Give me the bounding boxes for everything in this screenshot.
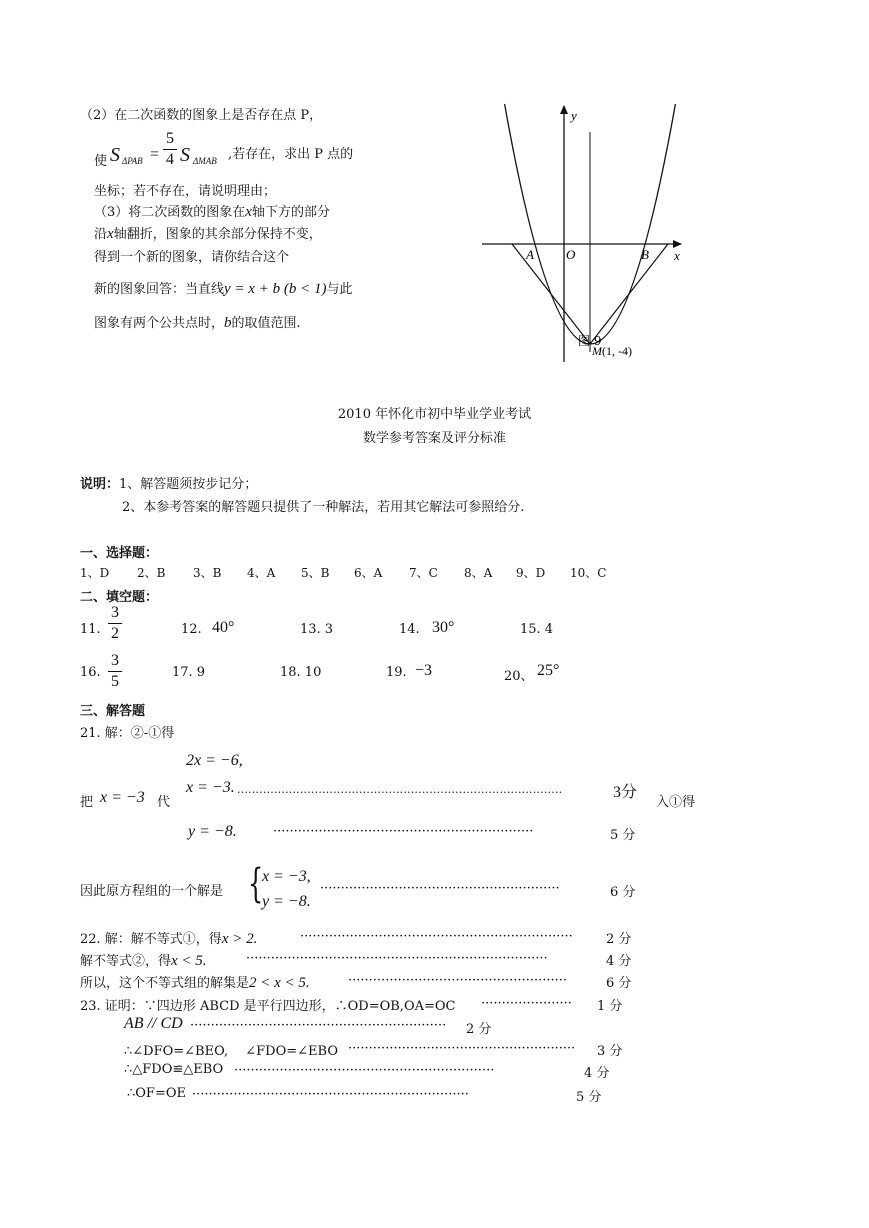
- choice-answer: 4、A: [247, 566, 276, 580]
- fill-11-fraction: [108, 604, 122, 643]
- q23-l3-score: 3 分: [597, 1044, 623, 1059]
- q23-l4-dots: ·······························································: [234, 1063, 495, 1078]
- notes-line1: [80, 473, 257, 492]
- choice-answer: 8、A: [464, 566, 493, 580]
- q21-score3: 5 分: [610, 828, 636, 843]
- q22-l1-dots: ··································································: [300, 929, 573, 944]
- fill-19: 19.: [386, 665, 407, 680]
- q2-num: 5: [166, 130, 174, 147]
- q2-fraction: [163, 130, 177, 169]
- q2-sub2: ΔMAB: [193, 156, 217, 166]
- q3-line2-b: 轴翻折，图象的其余部分保持不变，: [113, 227, 322, 242]
- q2-sub1: ΔPAB: [122, 156, 143, 166]
- q23-l5-dots: ···································································: [192, 1087, 469, 1102]
- q21-intro: 21. 解：②-①得: [80, 726, 175, 741]
- q21-dots4: ··························································: [320, 881, 560, 896]
- section2-title: 二、填空题：: [80, 590, 159, 605]
- q22-l3-text: 所以，这个不等式组的解集是: [80, 976, 250, 991]
- fill-17: 17. 9: [172, 665, 206, 680]
- fill-20: 20、: [504, 669, 534, 684]
- q23-line5: ∴OF=OE: [127, 1086, 186, 1101]
- q2-shi: 使: [94, 154, 108, 169]
- point-b-label: B: [641, 247, 649, 262]
- fill-11-num: 3: [111, 604, 119, 621]
- notes-label: 说明：: [80, 477, 120, 492]
- point-a-label: A: [526, 247, 534, 262]
- q2-eq: =: [150, 146, 160, 163]
- section3-title: 三、解答题: [80, 704, 146, 719]
- q3-line4-b: 与此: [326, 282, 353, 297]
- section1-title: 一、选择题：: [80, 546, 159, 561]
- q22-l1-text: 22. 解：解不等式①，得: [80, 932, 222, 947]
- choice-answer: 9、D: [516, 566, 546, 580]
- q21-bx: x = −3: [100, 789, 145, 806]
- choice-answers: [80, 564, 606, 581]
- q2-den: 4: [166, 151, 174, 168]
- fill-19-value: −3: [415, 662, 433, 679]
- x-label: x: [674, 248, 680, 263]
- fill-11: 11.: [80, 622, 101, 637]
- notes-n1: 1、解答题须按步记分；: [119, 477, 258, 492]
- q22-l1-score: 2 分: [606, 932, 632, 947]
- choice-answer: 3、B: [193, 566, 222, 580]
- q23-line4: ∴△FDO≌△EBO: [124, 1062, 224, 1077]
- q3-line4: [94, 278, 352, 298]
- q21-sol-x: x = −3,: [262, 868, 311, 885]
- q22-l2-text: 解不等式②，得: [80, 954, 172, 969]
- fill-16: 16.: [80, 665, 101, 680]
- point-m-name: M: [592, 344, 602, 358]
- fill-11-den: 2: [111, 625, 119, 642]
- y-label: y: [571, 108, 577, 123]
- q22-l2-math: x < 5.: [171, 953, 207, 969]
- figure-label: 图 9: [578, 334, 602, 348]
- q21-solution-label: 因此原方程组的一个解是: [80, 884, 224, 899]
- q22-l2-dots: ·········································································: [246, 951, 548, 966]
- point-m-label: [591, 344, 632, 358]
- q23-l2-score: 2 分: [466, 1022, 492, 1037]
- q23-l2-math: AB // CD: [124, 1015, 183, 1032]
- answer-title-line1: 2010 年怀化市初中毕业学业考试: [337, 407, 532, 422]
- q22-l3-math: 2 < x < 5.: [249, 975, 310, 991]
- q3-line4-eq: y = x + b (b < 1): [224, 281, 327, 297]
- choice-answer: 6、A: [354, 566, 383, 580]
- q23-l3-dots: ·······················································: [348, 1041, 576, 1056]
- q21-eq2: x = −3.: [186, 779, 235, 796]
- q22-line2: [80, 950, 207, 970]
- q22-line1: [80, 928, 257, 948]
- q3-line2-a: 沿: [94, 227, 108, 242]
- q22-l1-math: x > 2.: [221, 931, 258, 947]
- segment-bm: [590, 244, 668, 344]
- q3-line3: 得到一个新的图象，请你结合这个: [94, 250, 290, 265]
- q3-line5-b: b: [224, 315, 232, 331]
- fill-16-bar: [108, 671, 122, 672]
- q22-l3-dots: ·····················································: [348, 973, 568, 988]
- fill-12: 12.: [181, 622, 202, 637]
- q2-line3: 坐标；若不存在，请说明理由；: [94, 184, 277, 199]
- q22-l3-score: 6 分: [606, 976, 632, 991]
- fill-18: 18. 10: [280, 665, 322, 680]
- choice-answer: 1、D: [80, 566, 110, 580]
- q3-x2: x: [107, 226, 114, 242]
- q23-l1-dots: ······················: [481, 996, 572, 1011]
- q21-sol-y: y = −8.: [262, 893, 311, 910]
- q23-line1: 23. 证明：∵四边形 ABCD 是平行四边形，∴OD=OB,OA=OC: [80, 999, 456, 1014]
- notes-n2: 2、本参考答案的解答题只提供了一种解法，若用其它解法可参照给分.: [122, 500, 525, 515]
- fill-12-value: 40°: [212, 619, 235, 636]
- q23-l1-score: 1 分: [597, 999, 623, 1014]
- fill-13: 13. 3: [300, 622, 334, 637]
- q3-line1-a: （3）将二次函数的图象在: [94, 205, 246, 220]
- fill-15: 15. 4: [520, 622, 554, 637]
- q23-l2-dots: ······························································: [190, 1018, 447, 1033]
- q21-ru: 入①得: [656, 795, 696, 810]
- choice-answer: 5、B: [301, 566, 330, 580]
- fill-16-den: 5: [111, 673, 119, 690]
- q2-bar: [163, 149, 177, 150]
- q22-line3: [80, 972, 310, 992]
- q3-line1-b: 轴下方的部分: [251, 205, 330, 220]
- q2-s2: S: [180, 144, 190, 166]
- q21-dots2: ........................................................................................: [237, 783, 563, 796]
- q3-line5-c: 的取值范围.: [231, 316, 301, 331]
- q21-brace: {: [248, 861, 264, 907]
- q21-dots3: ·······························································: [273, 824, 534, 839]
- choice-answer: 7、C: [409, 566, 438, 580]
- segment-am: [512, 244, 590, 344]
- point-m-coords: (1, -4): [602, 344, 632, 358]
- parabola-figure: [478, 100, 698, 370]
- fill-20-value: 25°: [537, 662, 560, 679]
- q22-l2-score: 4 分: [606, 954, 632, 969]
- q3-x: x: [245, 204, 252, 220]
- q21-score4: 6 分: [610, 885, 636, 900]
- q3-line4-a: 新的图象回答：当直线: [94, 282, 225, 297]
- q3-line2: [94, 223, 322, 243]
- q23-l5-score: 5 分: [576, 1090, 602, 1105]
- q21-eq3: y = −8.: [188, 823, 237, 840]
- q3-line5: [94, 312, 301, 332]
- choice-answer: 2、B: [137, 566, 166, 580]
- q2-rest: ,若存在，求出 P 点的: [228, 147, 354, 162]
- q23-line3: ∴∠DFO=∠BEO, ∠FDO=∠EBO: [124, 1044, 338, 1059]
- q21-ba: 把: [80, 795, 94, 810]
- q21-eq1: 2x = −6,: [186, 752, 243, 769]
- q21-dai: 代: [157, 795, 171, 810]
- q23-l4-score: 4 分: [584, 1066, 610, 1081]
- q2-s1: S: [110, 144, 120, 166]
- q21-score2: 3分: [613, 784, 638, 801]
- q3-line1: [94, 201, 330, 221]
- fill-16-fraction: [108, 652, 122, 691]
- fill-14: 14.: [399, 622, 420, 637]
- fill-16-num: 3: [111, 652, 119, 669]
- choice-answer: 10、C: [570, 566, 607, 580]
- origin-label: O: [566, 247, 576, 262]
- fill-11-bar: [108, 623, 122, 624]
- q3-line5-a: 图象有两个公共点时，: [94, 316, 225, 331]
- answer-title-line2: 数学参考答案及评分标准: [362, 431, 506, 446]
- q2-line1: （2）在二次函数的图象上是否存在点 P，: [80, 108, 323, 123]
- fill-14-value: 30°: [432, 619, 455, 636]
